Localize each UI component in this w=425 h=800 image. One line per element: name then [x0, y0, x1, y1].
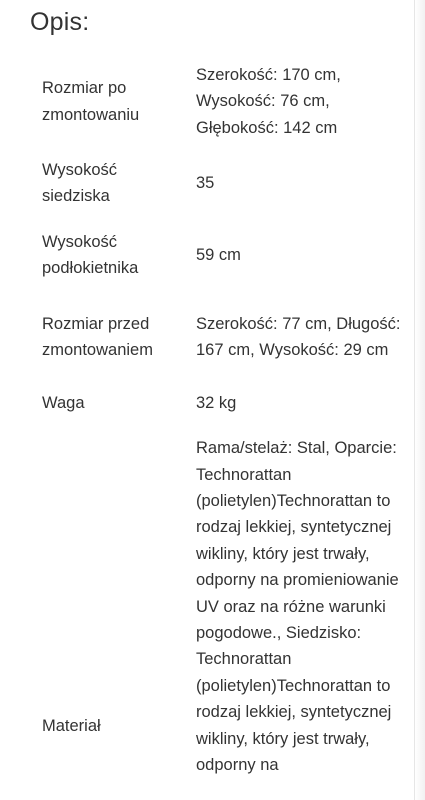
spec-value: 32 kg — [196, 394, 237, 413]
spec-label: Materiał — [42, 717, 101, 736]
scroll-edge — [414, 0, 425, 800]
spec-row-seat-height — [30, 147, 415, 219]
spec-value: Rama/stelaż: Stal, Oparcie: Technorattan (polietylen)Technorattan to rodzaj lekkiej, syntetycznej wikliny, który jest trwały, odporny na promieniowanie UV oraz na różne warunki pogodowe., Siedzisko: Technorattan (polietylen)Technorattan to rodzaj lekkiej, syntetycznej wikliny, który jest trwały, odporny na — [196, 439, 399, 775]
spec-label: Rozmiar po zmontowaniu — [42, 79, 140, 124]
spec-row-armrest-height — [30, 219, 415, 291]
spec-row-material — [30, 423, 415, 784]
spec-value: 35 — [196, 174, 215, 193]
section-title: Opis: — [30, 8, 90, 36]
spec-label: Wysokość podłokietnika — [42, 232, 139, 278]
spec-label: Waga — [42, 394, 85, 413]
specifications-table — [30, 56, 415, 785]
spec-value: Szerokość: 170 cm, Wysokość: 76 cm, Głębokość: 142 cm — [196, 66, 341, 137]
spec-label: Rozmiar przed zmontowaniem — [42, 314, 153, 360]
spec-value: 59 cm — [196, 246, 241, 265]
spec-value: Szerokość: 77 cm, Długość: 167 cm, Wysokość: 29 cm — [196, 314, 401, 360]
spec-row-assembled-size — [30, 56, 415, 147]
spec-label: Wysokość siedziska — [42, 160, 118, 206]
spec-row-weight — [30, 383, 415, 423]
spec-row-unassembled-size — [30, 291, 415, 383]
